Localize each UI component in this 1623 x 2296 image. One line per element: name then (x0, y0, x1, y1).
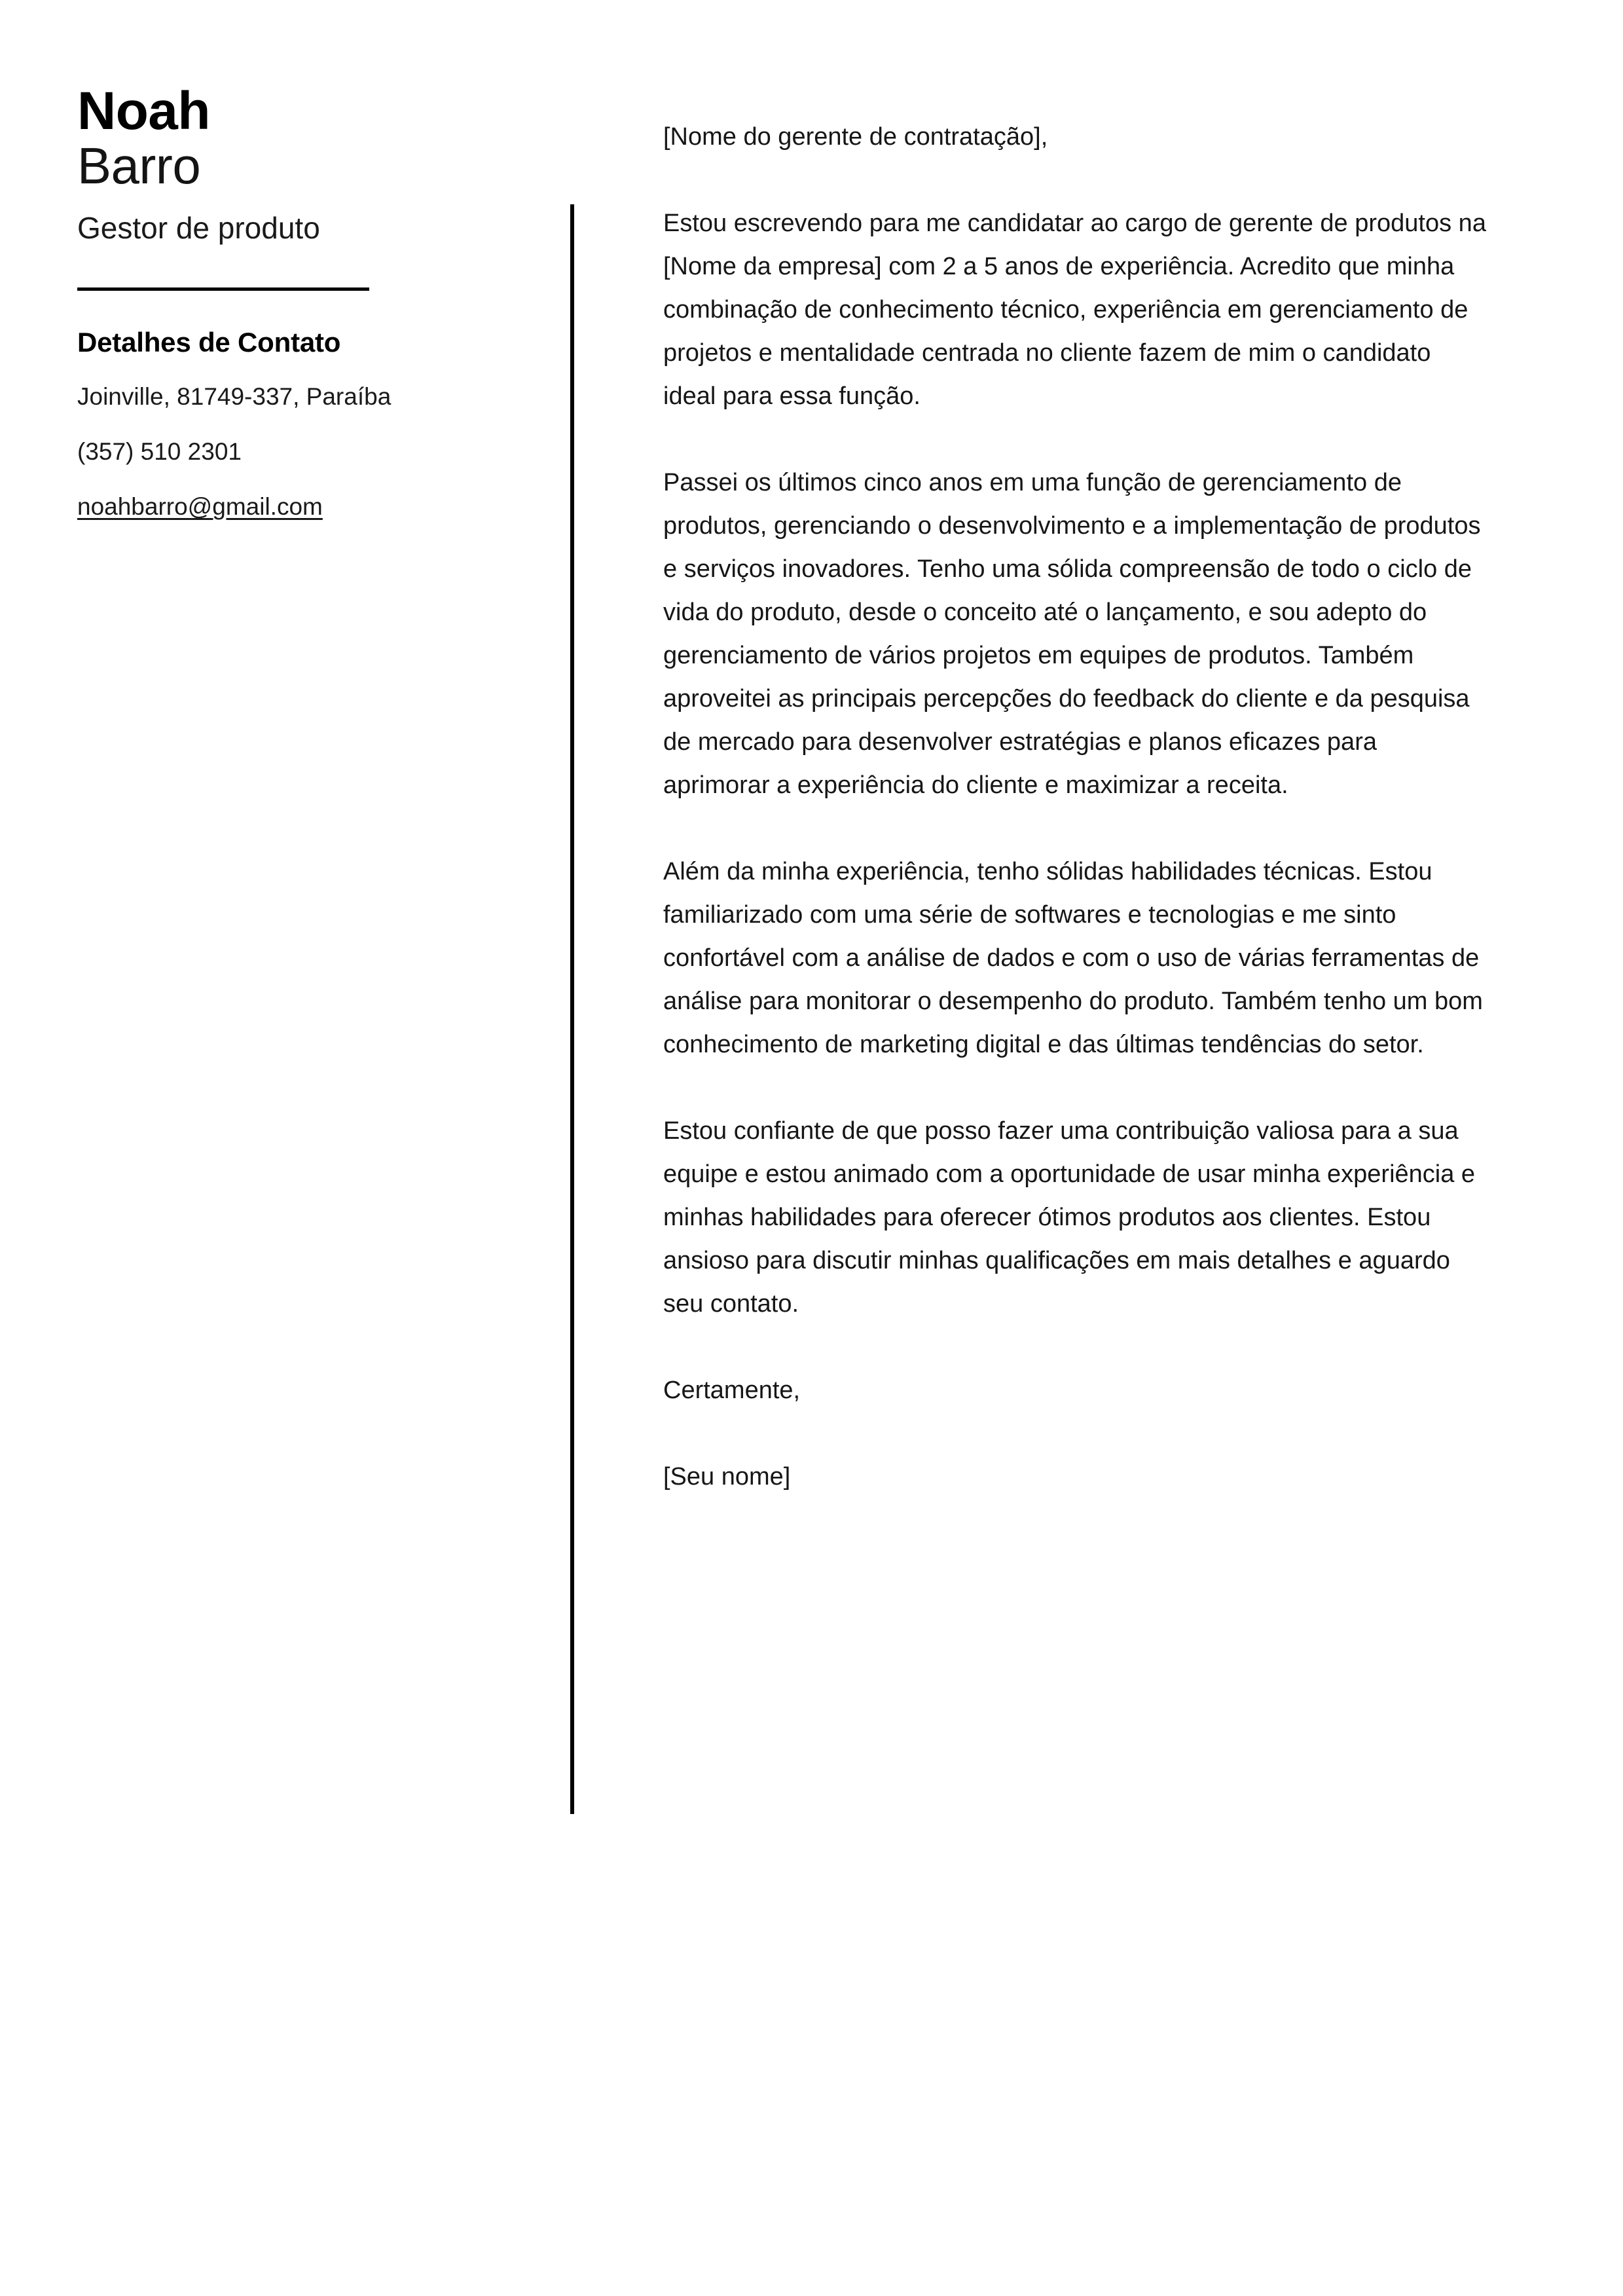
sidebar (77, 81, 496, 523)
contact-details-list (77, 382, 496, 523)
letter-paragraph-4: Estou confiante de que posso fazer uma contribuição valiosa para a sua equipe e estou animado com a oportunidade de usar minha experiência e minhas habilidades para oferecer ótimos produtos aos clientes. Estou ansioso para discutir minhas qualificações em mais detalhes e aguardo seu contato. (663, 1117, 1476, 1318)
letter-paragraph-3: Além da minha experiência, tenho sólidas habilidades técnicas. Estou familiarizado com uma série de softwares e tecnologias e me sinto confortável com a análise de dados e com o uso de várias ferramentas de análise para monitorar o desempenho do produto. Também tenho um bom conhecimento de marketing digital e das últimas tendências do setor. (663, 858, 1483, 1058)
letter-salutation: [Nome do gerente de contratação], (663, 123, 1048, 151)
contact-address: Joinville, 81749-337, Paraíba (77, 382, 392, 410)
candidate-last-name: Barro (77, 137, 201, 195)
contact-details-section (77, 326, 496, 522)
contact-email[interactable]: noahbarro@gmail.com (77, 493, 323, 521)
column-divider (570, 204, 574, 1814)
letter-signature: [Seu nome] (663, 1463, 791, 1491)
contact-details-heading: Detalhes de Contato (77, 327, 341, 358)
letter-paragraph-2: Passei os últimos cinco anos em uma função de gerenciamento de produtos, gerenciando o desenvolvimento e a implementação de produtos e serviços inovadores. Tenho uma sólida compreensão de todo o ciclo de vida do produto, desde o conceito até o lançamento, e sou adepto do gerenciamento de vários projetos em equipes de produtos. Também aproveitei as principais percepções do feedback do cliente e da pesquisa de mercado para desenvolver estratégias e planos eficazes para aprimorar a experiência do cliente e maximizar a receita. (663, 469, 1481, 799)
letter-body (663, 115, 1489, 1498)
letter-paragraph-1: Estou escrevendo para me candidatar ao cargo de gerente de produtos na [Nome da empresa] com 2 a 5 anos de experiência. Acredito que minha combinação de conhecimento técnico, experiência em gerenciamento de projetos e mentalidade centrada no cliente fazem de mim o candidato ideal para essa função. (663, 210, 1486, 410)
letter-closing: Certamente, (663, 1377, 801, 1404)
contact-phone[interactable]: (357) 510 2301 (77, 438, 242, 466)
candidate-job-title: Gestor de produto (77, 210, 320, 245)
candidate-first-name: Noah (77, 81, 210, 141)
candidate-name (77, 81, 496, 195)
sidebar-divider-rule (77, 287, 369, 291)
